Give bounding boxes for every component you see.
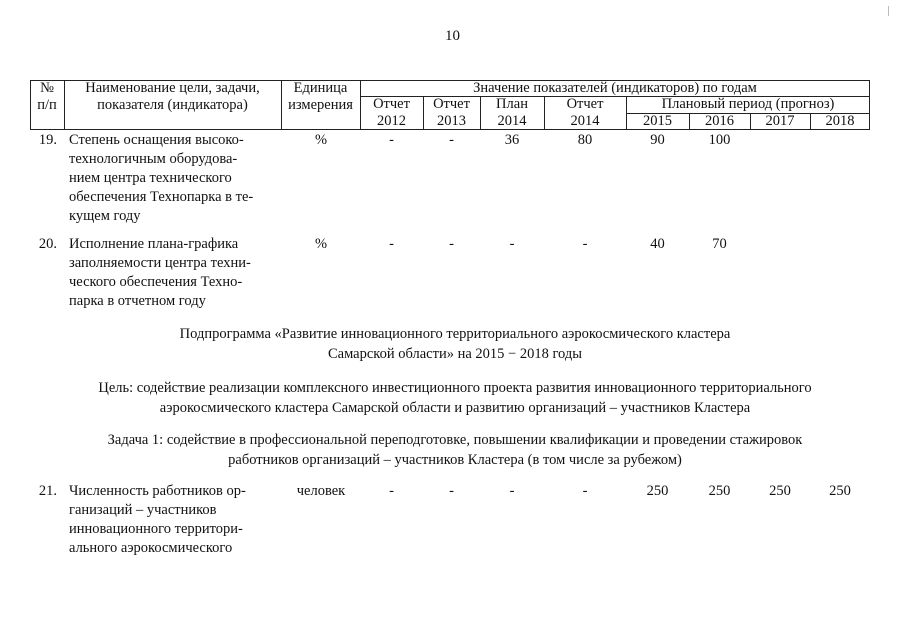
row-value: - (582, 483, 588, 499)
row-value: 100 (708, 132, 731, 148)
row-value: - (509, 236, 515, 252)
row-value: - (582, 236, 588, 252)
row-value: 90 (650, 132, 665, 148)
subprogram-title: Подпрограмма «Развитие инновационного территориального аэрокосмического кластера Самарской области» на 2015 − 2018 годы (179, 326, 731, 362)
header-forecast-year: 2015 (643, 113, 672, 129)
row-unit: человек (296, 483, 346, 499)
table-row (30, 235, 870, 315)
row-indicator-name: Численность работников ор- ганизаций – участников инновационного территори- ального аэрокосмического (69, 483, 246, 556)
row-number: 20. (38, 236, 57, 252)
row-unit: % (314, 236, 328, 252)
row-value: - (389, 132, 394, 148)
row-unit: % (314, 132, 328, 148)
header-year: 2014 (497, 113, 527, 129)
header-num: № п/п (37, 80, 57, 113)
header-unit: Единица измерения (288, 80, 353, 113)
row-indicator-name: Степень оснащения высоко- технологичным оборудова- нием центра технического обеспечения Технопарка в те- кущем году (69, 132, 254, 224)
header-year: 2013 (437, 113, 466, 129)
goal-text: Цель: содействие реализации комплексного инвестиционного проекта развития инновационного территориального аэрокосмического кластера Самарской области и развитию организаций – участников Кластера (98, 380, 812, 416)
row-value: - (449, 483, 454, 499)
row-value: 250 (646, 483, 669, 499)
header-year-label: Отчет (566, 96, 604, 112)
row-value: - (449, 236, 454, 252)
header-year: 2014 (570, 113, 600, 129)
header-year-label: Отчет (433, 96, 470, 112)
row-indicator-name: Исполнение плана-графика заполняемости центра техни- ческого обеспечения Техно- парка в отчетном году (69, 236, 251, 309)
header-year-label: Отчет (373, 96, 410, 112)
header-values: Значение показателей (индикаторов) по годам (473, 80, 757, 96)
row-value: 36 (504, 132, 520, 148)
header-forecast-year: 2018 (825, 113, 855, 129)
row-value: - (449, 132, 454, 148)
row-value: 80 (577, 132, 593, 148)
table-row (30, 131, 870, 231)
row-value: - (509, 483, 515, 499)
task-text: Задача 1: содействие в профессиональной переподготовке, повышении квалификации и проведении стажировок работников организаций – участников Кластера (в том числе за рубежом) (107, 432, 803, 468)
row-number: 19. (38, 132, 57, 148)
header-plan-period: Плановый период (прогноз) (661, 96, 835, 112)
header-forecast-year: 2017 (765, 113, 795, 129)
row-value: - (389, 483, 394, 499)
header-year: 2012 (377, 113, 406, 129)
row-value: - (389, 236, 394, 252)
table-row (30, 482, 870, 562)
scan-mark (888, 6, 889, 16)
row-value: 40 (650, 236, 665, 252)
header-name: Наименование цели, задачи, показателя (индикатора) (85, 80, 260, 113)
page-number: 10 (445, 28, 460, 44)
header-year-label: План (496, 96, 528, 112)
header-forecast-year: 2016 (705, 113, 734, 129)
row-value: 250 (829, 483, 851, 499)
row-value: 70 (712, 236, 727, 252)
row-number: 21. (38, 483, 57, 499)
table-header (30, 80, 870, 130)
row-value: 250 (769, 483, 791, 499)
row-value: 250 (708, 483, 731, 499)
